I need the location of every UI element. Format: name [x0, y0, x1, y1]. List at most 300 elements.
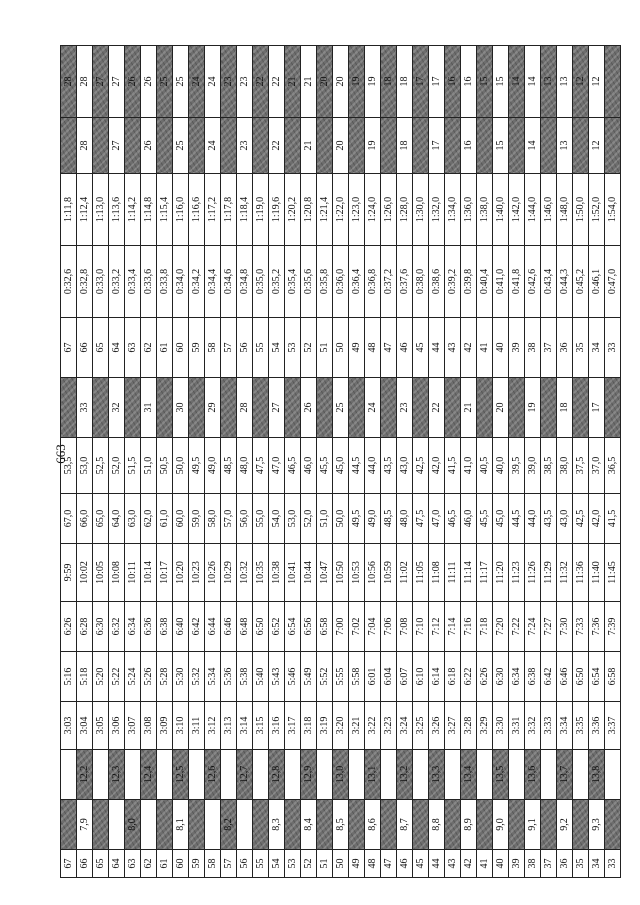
table-cell: 6:01 [365, 652, 381, 702]
page-number: 663 [53, 444, 68, 464]
table-row [493, 46, 509, 878]
table-cell: 1:40,0 [493, 174, 509, 246]
table-row [541, 46, 557, 878]
table-cell: 1:46,0 [541, 174, 557, 246]
table-cell: 3:28 [461, 702, 477, 750]
table-cell: 1:20,8 [301, 174, 317, 246]
table-cell [125, 378, 141, 438]
table-row [173, 46, 189, 878]
table-cell: 47,0 [269, 438, 285, 494]
table-cell: 38,5 [541, 438, 557, 494]
table-cell: 0:40,4 [477, 246, 493, 318]
table-cell: 43,5 [381, 438, 397, 494]
table-body [61, 46, 621, 878]
table-cell: 23 [237, 46, 253, 118]
table-cell: 5:46 [285, 652, 301, 702]
table-cell: 54 [269, 850, 285, 878]
table-cell: 12,5 [173, 750, 189, 800]
table-cell: 56 [237, 318, 253, 378]
table-cell: 11:20 [493, 544, 509, 602]
table-cell: 12 [573, 46, 589, 118]
table-cell: 5:38 [237, 652, 253, 702]
table-cell: 3:36 [589, 702, 605, 750]
table-cell: 6:34 [125, 602, 141, 652]
table-cell: 12,8 [269, 750, 285, 800]
table-cell: 54,0 [269, 494, 285, 544]
table-cell: 48 [365, 318, 381, 378]
table-cell: 67 [61, 850, 77, 878]
table-row [605, 46, 621, 878]
table-cell: 3:22 [365, 702, 381, 750]
table-cell: 1:32,0 [429, 174, 445, 246]
table-row [285, 46, 301, 878]
table-cell: 5:52 [317, 652, 333, 702]
table-cell [61, 800, 77, 850]
table-cell: 9,0 [493, 800, 509, 850]
table-cell: 6:28 [77, 602, 93, 652]
table-cell: 48,5 [221, 438, 237, 494]
table-cell: 10:41 [285, 544, 301, 602]
table-cell: 0:34,8 [237, 246, 253, 318]
table-cell: 47 [381, 850, 397, 878]
table-cell: 3:31 [509, 702, 525, 750]
table-cell: 43,5 [541, 494, 557, 544]
table-cell: 45 [413, 318, 429, 378]
table-cell: 58 [205, 318, 221, 378]
table-cell: 52,5 [93, 438, 109, 494]
table-cell: 1:15,4 [157, 174, 173, 246]
table-cell: 42,0 [429, 438, 445, 494]
table-cell: 0:33,4 [125, 246, 141, 318]
table-cell: 15 [477, 46, 493, 118]
table-cell: 0:47,0 [605, 246, 621, 318]
table-cell: 26 [125, 46, 141, 118]
table-cell: 46 [397, 850, 413, 878]
table-cell: 43,0 [397, 438, 413, 494]
table-cell: 44 [429, 318, 445, 378]
table-cell: 12,7 [237, 750, 253, 800]
table-cell: 41,5 [445, 438, 461, 494]
table-cell: 7:20 [493, 602, 509, 652]
table-cell: 18 [397, 118, 413, 174]
table-cell: 1:14,8 [141, 174, 157, 246]
table-cell: 48 [365, 850, 381, 878]
table-cell: 1:19,6 [269, 174, 285, 246]
table-cell: 33 [605, 318, 621, 378]
table-cell: 52,0 [109, 438, 125, 494]
table-cell: 45,0 [333, 438, 349, 494]
table-cell: 1:18,4 [237, 174, 253, 246]
table-cell [125, 750, 141, 800]
table-cell: 5:26 [141, 652, 157, 702]
table-cell: 23 [397, 378, 413, 438]
table-cell: 10:17 [157, 544, 173, 602]
table-cell [573, 800, 589, 850]
table-cell: 28 [77, 46, 93, 118]
table-cell: 53,0 [285, 494, 301, 544]
table-cell: 3:06 [109, 702, 125, 750]
table-cell: 23 [221, 46, 237, 118]
table-cell: 7:14 [445, 602, 461, 652]
table-cell: 1:21,4 [317, 174, 333, 246]
table-cell: 6:52 [269, 602, 285, 652]
table-cell: 6:42 [189, 602, 205, 652]
table-cell: 14 [525, 46, 541, 118]
table-cell: 13,4 [461, 750, 477, 800]
table-cell: 0:38,0 [413, 246, 429, 318]
table-cell [253, 118, 269, 174]
table-cell [93, 378, 109, 438]
table-cell: 20 [333, 46, 349, 118]
table-cell [509, 118, 525, 174]
table-cell [61, 750, 77, 800]
table-row [221, 46, 237, 878]
table-cell: 6:34 [509, 652, 525, 702]
table-row [461, 46, 477, 878]
table-cell: 6:26 [477, 652, 493, 702]
table-cell: 1:17,2 [205, 174, 221, 246]
table-cell: 38 [525, 850, 541, 878]
table-cell: 47,0 [429, 494, 445, 544]
table-cell: 3:05 [93, 702, 109, 750]
table-cell: 1:22,0 [333, 174, 349, 246]
table-cell: 3:10 [173, 702, 189, 750]
table-cell: 6:54 [285, 602, 301, 652]
table-cell: 0:46,1 [589, 246, 605, 318]
table-cell: 22 [269, 118, 285, 174]
table-cell [541, 800, 557, 850]
table-cell [573, 118, 589, 174]
table-cell: 3:17 [285, 702, 301, 750]
table-cell [317, 378, 333, 438]
table-cell: 8,5 [333, 800, 349, 850]
table-cell: 1:48,0 [557, 174, 573, 246]
table-cell: 3:13 [221, 702, 237, 750]
table-row [317, 46, 333, 878]
table-cell: 0:33,0 [93, 246, 109, 318]
table-cell: 16 [461, 118, 477, 174]
table-cell: 0:34,2 [189, 246, 205, 318]
table-cell: 11:40 [589, 544, 605, 602]
table-cell: 37 [541, 850, 557, 878]
table-cell: 63 [125, 318, 141, 378]
table-cell: 1:13,6 [109, 174, 125, 246]
table-cell: 0:42,6 [525, 246, 541, 318]
table-cell: 35 [573, 318, 589, 378]
table-cell: 7,9 [77, 800, 93, 850]
table-cell: 0:36,8 [365, 246, 381, 318]
table-cell: 1:23,0 [349, 174, 365, 246]
table-cell: 48,5 [381, 494, 397, 544]
table-cell [157, 750, 173, 800]
table-cell: 7:39 [605, 602, 621, 652]
table-cell: 13,3 [429, 750, 445, 800]
table-cell: 8,8 [429, 800, 445, 850]
table-cell: 49,0 [365, 494, 381, 544]
table-cell: 10:08 [109, 544, 125, 602]
table-cell: 61 [157, 318, 173, 378]
table-cell [317, 750, 333, 800]
table-cell: 10:38 [269, 544, 285, 602]
table-cell: 12,9 [301, 750, 317, 800]
table-cell: 0:34,4 [205, 246, 221, 318]
table-cell: 8,0 [125, 800, 141, 850]
table-cell: 1:52,0 [589, 174, 605, 246]
table-cell: 49 [349, 318, 365, 378]
table-cell: 6:50 [573, 652, 589, 702]
table-cell: 65 [93, 850, 109, 878]
table-cell: 40 [493, 850, 509, 878]
table-cell: 0:33,8 [157, 246, 173, 318]
table-cell [285, 378, 301, 438]
table-cell: 0:45,2 [573, 246, 589, 318]
table-cell: 11:29 [541, 544, 557, 602]
table-cell: 10:23 [189, 544, 205, 602]
table-cell: 28 [61, 46, 77, 118]
table-cell: 7:08 [397, 602, 413, 652]
table-cell: 1:38,0 [477, 174, 493, 246]
table-cell: 52,0 [301, 494, 317, 544]
table-cell: 5:18 [77, 652, 93, 702]
table-cell: 10:32 [237, 544, 253, 602]
table-cell: 40,5 [477, 438, 493, 494]
table-cell [477, 378, 493, 438]
table-cell: 28 [237, 378, 253, 438]
table-cell: 5:24 [125, 652, 141, 702]
table-cell: 13,2 [397, 750, 413, 800]
table-cell: 5:28 [157, 652, 173, 702]
table-cell: 3:30 [493, 702, 509, 750]
table-cell: 67 [61, 318, 77, 378]
table-cell: 1:20,2 [285, 174, 301, 246]
table-cell: 7:22 [509, 602, 525, 652]
table-cell: 6:42 [541, 652, 557, 702]
table-cell: 33 [77, 378, 93, 438]
table-cell: 19 [365, 46, 381, 118]
table-cell: 7:24 [525, 602, 541, 652]
table-cell: 45,5 [477, 494, 493, 544]
table-cell: 5:34 [205, 652, 221, 702]
table-cell: 13,0 [333, 750, 349, 800]
table-cell: 1:17,8 [221, 174, 237, 246]
table-cell [109, 800, 125, 850]
table-cell: 6:36 [141, 602, 157, 652]
table-cell: 12,2 [77, 750, 93, 800]
table-cell: 0:36,0 [333, 246, 349, 318]
table-cell [317, 118, 333, 174]
table-cell [61, 118, 77, 174]
table-cell: 36 [557, 318, 573, 378]
table-cell: 59 [189, 318, 205, 378]
table-cell: 17 [429, 118, 445, 174]
table-cell: 3:14 [237, 702, 253, 750]
table-cell: 46 [397, 318, 413, 378]
table-cell: 60,0 [173, 494, 189, 544]
table-cell [221, 118, 237, 174]
table-cell: 7:02 [349, 602, 365, 652]
table-cell: 0:32,8 [77, 246, 93, 318]
table-cell: 10:50 [333, 544, 349, 602]
table-cell: 67,0 [61, 494, 77, 544]
table-cell: 1:44,0 [525, 174, 541, 246]
table-cell: 1:11,8 [61, 174, 77, 246]
table-cell: 3:21 [349, 702, 365, 750]
table-cell: 3:09 [157, 702, 173, 750]
table-cell: 51 [317, 850, 333, 878]
table-cell [93, 118, 109, 174]
table-cell [221, 750, 237, 800]
table-cell: 6:48 [237, 602, 253, 652]
table-cell: 22 [429, 378, 445, 438]
table-cell: 8,6 [365, 800, 381, 850]
table-cell: 3:18 [301, 702, 317, 750]
table-cell: 1:12,4 [77, 174, 93, 246]
table-row [237, 46, 253, 878]
table-cell: 3:29 [477, 702, 493, 750]
table-cell: 36,5 [605, 438, 621, 494]
table-cell: 13,5 [493, 750, 509, 800]
table-cell: 6:32 [109, 602, 125, 652]
table-cell [573, 750, 589, 800]
table-cell: 6:40 [173, 602, 189, 652]
table-row [189, 46, 205, 878]
table-cell: 53 [285, 850, 301, 878]
table-cell: 11:11 [445, 544, 461, 602]
table-row [141, 46, 157, 878]
table-cell: 45 [413, 850, 429, 878]
table-cell: 51 [317, 318, 333, 378]
table-cell: 43 [445, 850, 461, 878]
table-cell: 9:59 [61, 544, 77, 602]
table-cell: 41 [477, 850, 493, 878]
table-cell: 16 [461, 46, 477, 118]
table-cell: 33 [605, 850, 621, 878]
table-cell: 39 [509, 318, 525, 378]
table-cell: 21 [301, 46, 317, 118]
table-cell: 6:10 [413, 652, 429, 702]
table-cell: 27 [93, 46, 109, 118]
table-cell: 46,5 [285, 438, 301, 494]
table-cell: 47 [381, 318, 397, 378]
table-cell: 5:55 [333, 652, 349, 702]
table-cell: 40,0 [493, 438, 509, 494]
table-cell: 55 [253, 850, 269, 878]
table-cell: 47,5 [253, 438, 269, 494]
table-cell: 39,0 [525, 438, 541, 494]
table-cell: 66 [77, 318, 93, 378]
table-cell: 49,0 [205, 438, 221, 494]
table-cell: 32 [109, 378, 125, 438]
table-cell [445, 118, 461, 174]
table-cell: 21 [285, 46, 301, 118]
table-cell: 17 [413, 46, 429, 118]
table-cell: 11:17 [477, 544, 493, 602]
table-cell [125, 118, 141, 174]
table-cell [221, 378, 237, 438]
table-cell: 8,4 [301, 800, 317, 850]
table-cell: 21 [301, 118, 317, 174]
table-cell: 3:27 [445, 702, 461, 750]
table-row [109, 46, 125, 878]
table-cell: 19 [365, 118, 381, 174]
table-cell: 18 [381, 46, 397, 118]
table-cell: 6:58 [317, 602, 333, 652]
table-cell [445, 750, 461, 800]
table-cell: 1:34,0 [445, 174, 461, 246]
table-cell: 54 [269, 318, 285, 378]
table-cell: 44,5 [509, 494, 525, 544]
table-cell: 5:36 [221, 652, 237, 702]
table-cell [541, 750, 557, 800]
table-cell [189, 750, 205, 800]
table-cell [477, 800, 493, 850]
table-cell: 0:35,0 [253, 246, 269, 318]
table-cell: 0:37,6 [397, 246, 413, 318]
table-cell: 37,5 [573, 438, 589, 494]
table-cell: 44,0 [525, 494, 541, 544]
table-cell [285, 750, 301, 800]
table-row [349, 46, 365, 878]
table-cell: 3:23 [381, 702, 397, 750]
table-cell: 1:24,0 [365, 174, 381, 246]
table-cell: 7:27 [541, 602, 557, 652]
table-cell: 5:22 [109, 652, 125, 702]
table-cell: 0:34,0 [173, 246, 189, 318]
table-cell: 7:10 [413, 602, 429, 652]
table-cell: 38,0 [557, 438, 573, 494]
table-cell: 7:12 [429, 602, 445, 652]
table-row [333, 46, 349, 878]
table-cell: 3:33 [541, 702, 557, 750]
table-cell: 20 [317, 46, 333, 118]
table-cell: 0:43,4 [541, 246, 557, 318]
table-row [269, 46, 285, 878]
table-cell: 24 [189, 46, 205, 118]
table-cell: 9,1 [525, 800, 541, 850]
table-cell: 6:46 [557, 652, 573, 702]
table-cell [237, 800, 253, 850]
table-cell: 44,5 [349, 438, 365, 494]
table-cell: 0:32,6 [61, 246, 77, 318]
table-cell: 7:00 [333, 602, 349, 652]
table-cell [285, 800, 301, 850]
table-cell: 24 [205, 118, 221, 174]
table-cell [605, 118, 621, 174]
table-cell: 6:30 [93, 602, 109, 652]
table-cell: 10:29 [221, 544, 237, 602]
table-cell: 57 [221, 318, 237, 378]
table-cell: 65 [93, 318, 109, 378]
table-cell [381, 118, 397, 174]
table-cell: 0:34,6 [221, 246, 237, 318]
table-cell [189, 800, 205, 850]
table-cell: 63 [125, 850, 141, 878]
table-cell: 17 [589, 378, 605, 438]
table-cell: 49 [349, 850, 365, 878]
table-row [125, 46, 141, 878]
table-row [381, 46, 397, 878]
table-cell: 3:37 [605, 702, 621, 750]
table-cell: 13,7 [557, 750, 573, 800]
table-cell [349, 800, 365, 850]
table-cell: 29 [205, 378, 221, 438]
table-row [557, 46, 573, 878]
table-cell: 11:08 [429, 544, 445, 602]
table-cell: 42 [461, 850, 477, 878]
table-cell: 30 [173, 378, 189, 438]
table-cell: 25 [173, 118, 189, 174]
table-cell: 11:05 [413, 544, 429, 602]
